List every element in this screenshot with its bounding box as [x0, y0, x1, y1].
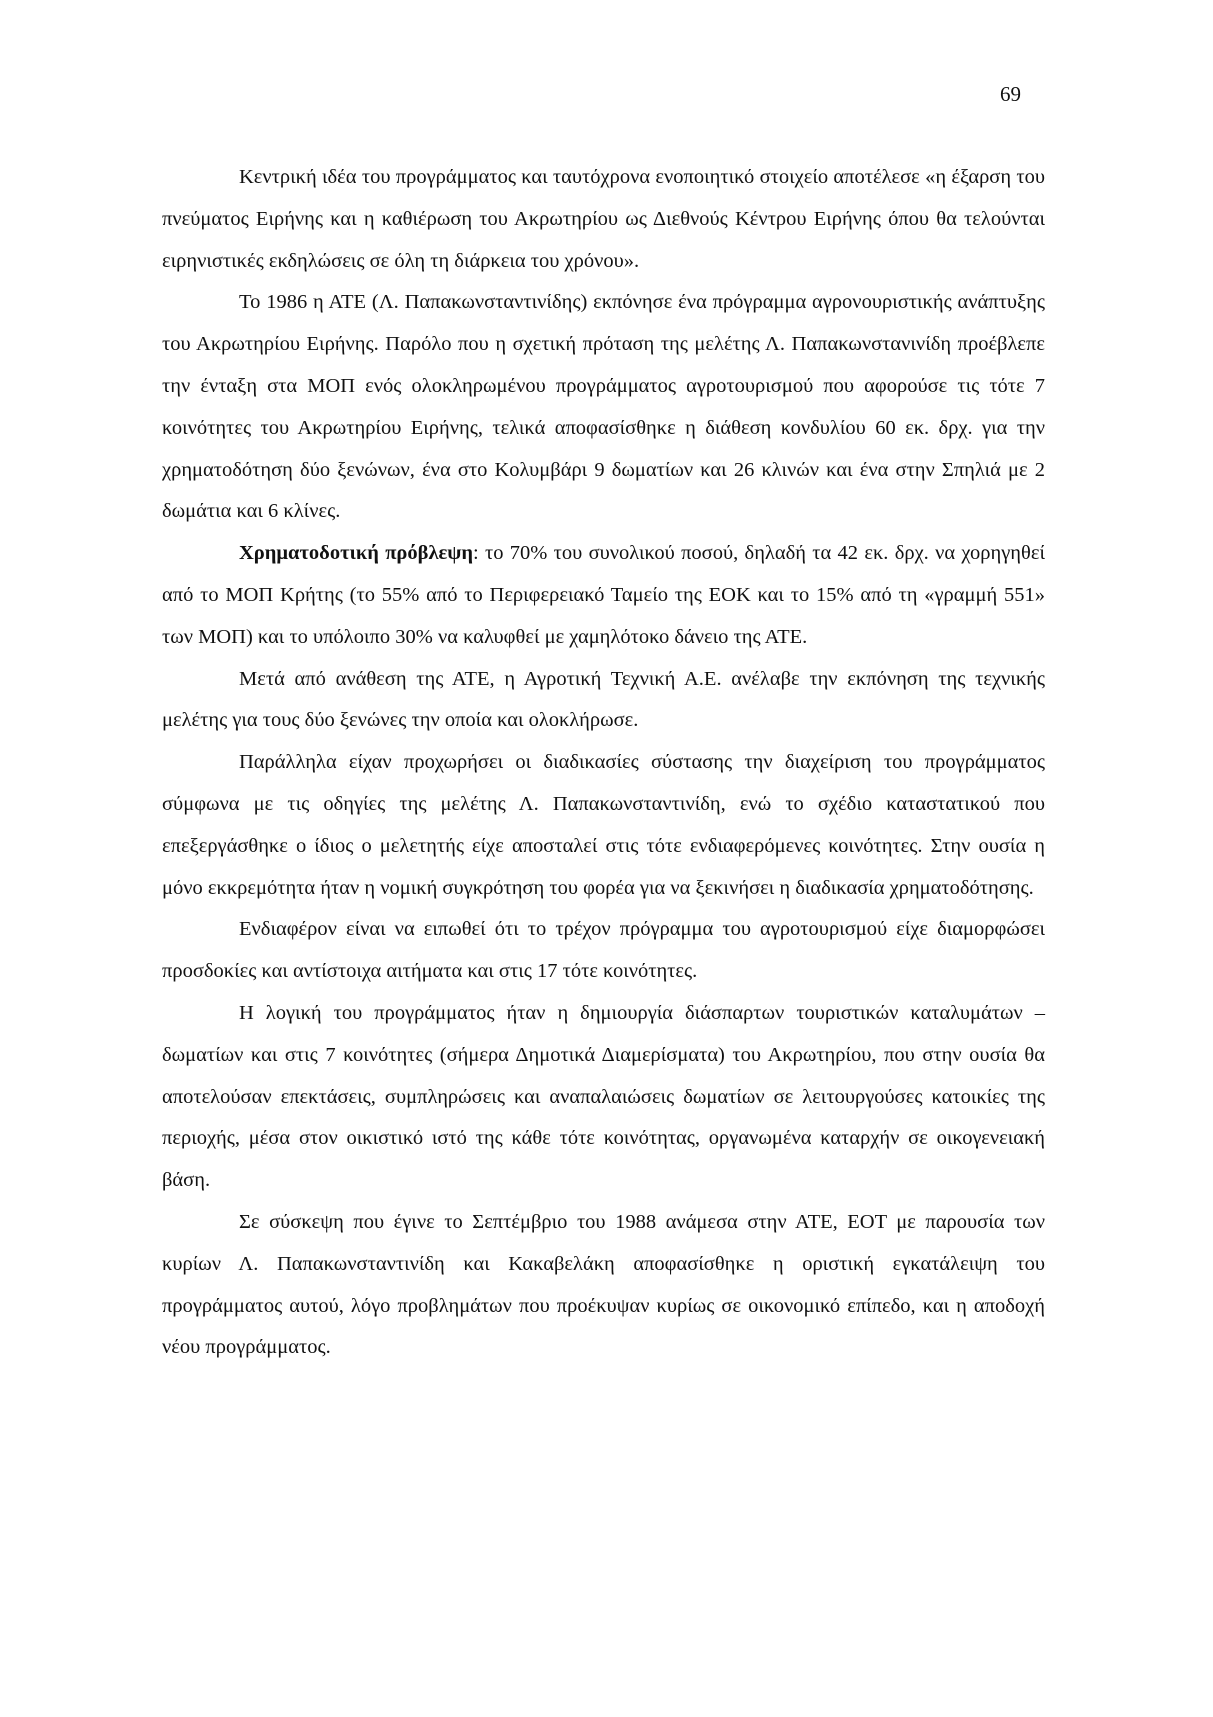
body-text — [162, 157, 1045, 1369]
paragraph-text: Η λογική του προγράμματος ήταν η δημιουργία διάσπαρτων τουριστικών καταλυμάτων – δωματίων και στις 7 κοινότητες (σήμερα Δημοτικά Διαμερίσματα) του Ακρωτηρίου, που στην ουσία θα αποτελούσαν επεκτάσεις, συμπληρώσεις και αναπαλαιώσεις δωματίων σε λειτουργούσες κατοικίες της περιοχής, μέσα στον οικιστικό ιστό της κάθε τότε κοινότητας, οργανωμένα καταρχήν σε οικογενειακή βάση. — [162, 1001, 1045, 1192]
paragraph-1988-meeting — [162, 1202, 1045, 1369]
paragraph-technical-study — [162, 659, 1045, 743]
paragraph-bold-lead: Χρηματοδοτική πρόβλεψη — [239, 542, 474, 565]
paragraph-central-idea — [162, 157, 1045, 282]
paragraph-funding-provision — [162, 533, 1045, 658]
paragraph-program-logic — [162, 993, 1045, 1202]
paragraph-text: Παράλληλα είχαν προχωρήσει οι διαδικασίες σύστασης την διαχείριση του προγράμματος σύμφωνα με τις οδηγίες της μελέτης Λ. Παπακωνσταντινίδη, ενώ το σχέδιο καταστατικού που επεξεργάσθηκε ο ίδιος ο μελετητής είχε αποσταλεί στις τότε ενδιαφερόμενες κοινότητες. Στην ουσία η μόνο εκκρεμότητα ήταν η νομική συγκρότηση του φορέα για να ξεκινήσει η διαδικασία χρηματοδότησης. — [162, 751, 1045, 899]
paragraph-text: Το 1986 η ΑΤΕ (Λ. Παπακωνσταντινίδης) εκπόνησε ένα πρόγραμμα αγρονουριστικής ανάπτυξης του Ακρωτηρίου Ειρήνης. Παρόλο που η σχετική πρόταση της μελέτης Λ. Παπακωνστανινίδη προέβλεπε την ένταξη στα ΜΟΠ ενός ολοκληρωμένου προγράμματος αγροτουρισμού που αφορούσε τις τότε 7 κοινότητες του Ακρωτηρίου Ειρήνης, τελικά αποφασίσθηκε η διάθεση κονδυλίου 60 εκ. δρχ. για την χρηματοδότηση δύο ξενώνων, ένα στο Κολυμβάρι 9 δωματίων και 26 κλινών και ένα στην Σπηλιά με 2 δωμάτια και 6 κλίνες. — [162, 291, 1045, 523]
paragraph-text: Ενδιαφέρον είναι να ειπωθεί ότι το τρέχον πρόγραμμα του αγροτουρισμού είχε διαμορφώσει προσδοκίες και αντίστοιχα αιτήματα και στις 17 τότε κοινότητες. — [162, 918, 1045, 983]
paragraph-ate-1986-program — [162, 282, 1045, 533]
paragraph-expectations — [162, 909, 1045, 993]
paragraph-text: Μετά από ανάθεση της ΑΤΕ, η Αγροτική Τεχνική Α.Ε. ανέλαβε την εκπόνηση της τεχνικής μελέτης για τους δύο ξενώνες την οποία και ολοκλήρωσε. — [162, 667, 1045, 732]
paragraph-management-procedures — [162, 742, 1045, 909]
page-number: 69 — [1000, 82, 1021, 106]
paragraph-text: Κεντρική ιδέα του προγράμματος και ταυτόχρονα ενοποιητικό στοιχείο αποτέλεσε «η έξαρση του πνεύματος Ειρήνης και η καθιέρωση του Ακρωτηρίου ως Διεθνούς Κέντρου Ειρήνης όπου θα τελούνται ειρηνιστικές εκδηλώσεις σε όλη τη διάρκεια του χρόνου». — [162, 166, 1045, 272]
paragraph-text: : το 70% του συνολικού ποσού, δηλαδή τα 42 εκ. δρχ. να χορηγηθεί από το ΜΟΠ Κρήτης (το 55% από το Περιφερειακό Ταμείο της ΕΟΚ και το 15% από τη «γραμμή 551» των ΜΟΠ) και το υπόλοιπο 30% να καλυφθεί με χαμηλότοκο δάνειο της ΑΤΕ. — [162, 542, 1045, 648]
paragraph-text: Σε σύσκεψη που έγινε το Σεπτέμβριο του 1988 ανάμεσα στην ΑΤΕ, ΕΟΤ με παρουσία των κυρίων Λ. Παπακωνσταντινίδη και Κακαβελάκη αποφασίσθηκε η οριστική εγκατάλειψη του προγράμματος αυτού, λόγο προβλημάτων που προέκυψαν κυρίως σε οικονομικό επίπεδο, και η αποδοχή νέου προγράμματος. — [162, 1210, 1045, 1359]
